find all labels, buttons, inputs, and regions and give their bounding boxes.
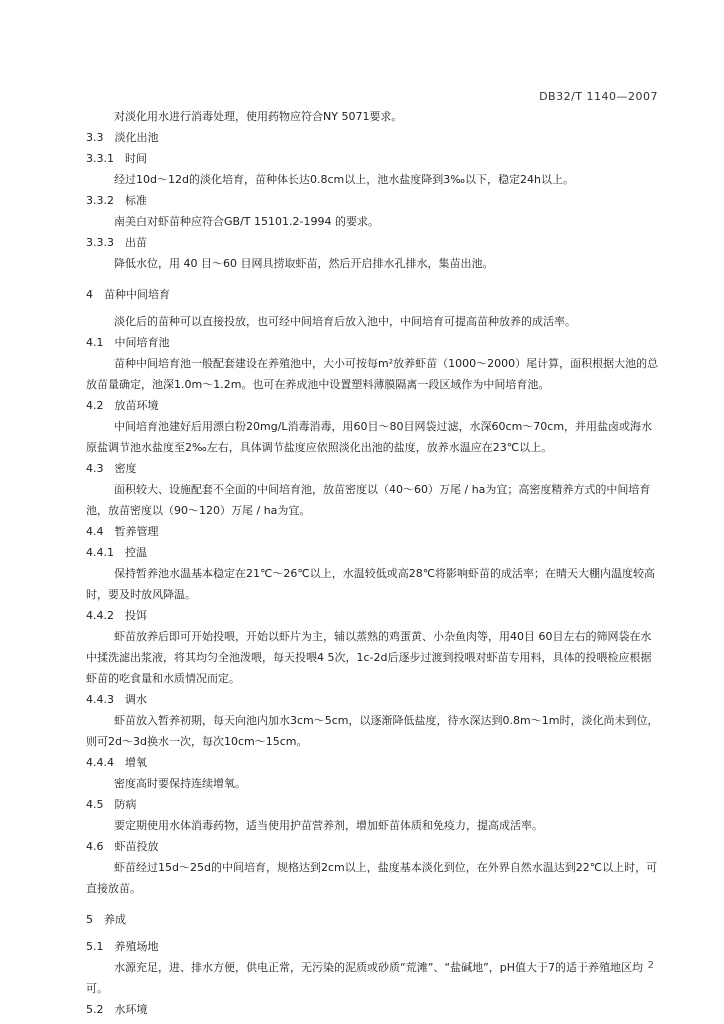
- subsection-heading: 4.4.1 控温: [86, 546, 147, 559]
- paragraph: 对淡化用水进行消毒处理，使用药物应符合NY 5071要求。: [114, 110, 403, 123]
- paragraph: 虾苗放养后即可开始投喂，开始以虾片为主，辅以蒸熟的鸡蛋黄、小杂鱼肉等，用40目 60目左右的筛网袋在水中揉洗滤出浆液，将其均匀全池泼喂，每天投喂4 5次，1c-2d后逐步过渡到投喂对虾苗专用料，具体的投喂检应根据虾苗的吃食量和水质情况而定。: [86, 630, 652, 685]
- section-heading: 5.1 养殖场地: [86, 940, 159, 953]
- document-body: [86, 106, 661, 1020]
- paragraph: 南美白对虾苗种应符合GB/T 15101.2-1994 的要求。: [114, 215, 379, 228]
- chapter-heading: 5 养成: [86, 913, 126, 926]
- paragraph: 苗种中间培育池一般配套建设在养殖池中，大小可按每m²放养虾苗（1000～2000）尾计算，面积根据大池的总放苗量确定，池深1.0m～1.2m。也可在养成池中设置塑料薄膜隔离一段区域作为中间培育池。: [86, 357, 659, 391]
- section-heading: 4.1 中间培育池: [86, 336, 170, 349]
- paragraph: 降低水位，用 40 目～60 目网具捞取虾苗，然后开启排水孔排水，集苗出池。: [114, 257, 494, 270]
- section-heading: 4.5 防病: [86, 798, 137, 811]
- paragraph: 密度高时要保持连续增氧。: [114, 777, 246, 790]
- paragraph: 保持暂养池水温基本稳定在21℃～26℃以上，水温较低或高28℃将影响虾苗的成活率；在晴天大棚内温度较高时，要及时放风降温。: [86, 567, 656, 601]
- subsection-heading: 4.4.2 投饵: [86, 609, 147, 622]
- section-heading: 4.4 暂养管理: [86, 525, 159, 538]
- paragraph: 虾苗放入暂养初期，每天向池内加水3cm～5cm，以逐渐降低盐度，待水深达到0.8m～1m时，淡化尚未到位，则可2d～3d换水一次，每次10cm～15cm。: [86, 714, 659, 748]
- page-number: 2: [647, 960, 654, 971]
- section-heading: 5.2 水环境: [86, 1003, 148, 1016]
- paragraph: 面积较大、设施配套不全面的中间培育池，放苗密度以（40～60）万尾 / ha为宜；高密度精养方式的中间培育池，放苗密度以（90～120）万尾 / ha为宜。: [86, 483, 651, 517]
- chapter-heading: 4 苗种中间培育: [86, 288, 170, 301]
- subsection-heading: 3.3.1 时间: [86, 152, 147, 165]
- section-heading: 3.3 淡化出池: [86, 131, 159, 144]
- paragraph: 经过10d～12d的淡化培育，苗种体长达0.8cm以上，池水盐度降到3‰以下，稳定24h以上。: [114, 173, 574, 186]
- section-heading: 4.3 密度: [86, 462, 137, 475]
- subsection-heading: 4.4.3 调水: [86, 693, 147, 706]
- standard-code: DB32/T 1140—2007: [539, 90, 658, 103]
- paragraph: 淡化后的苗种可以直接投放，也可经中间培育后放入池中，中间培育可提高苗种放养的成活率。: [114, 315, 576, 328]
- section-heading: 4.6 虾苗投放: [86, 840, 159, 853]
- section-heading: 4.2 放苗环境: [86, 399, 159, 412]
- paragraph: 要定期使用水体消毒药物，适当使用护苗营养剂，增加虾苗体质和免疫力，提高成活率。: [114, 819, 543, 832]
- paragraph: 水源充足，进、排水方便，供电正常，无污染的泥质或砂质“荒滩”、“盐碱地”，pH值大于7的适于养殖地区均可。: [86, 961, 644, 995]
- paragraph: 虾苗经过15d～25d的中间培育，规格达到2cm以上，盐度基本淡化到位，在外界自然水温达到22℃以上时，可直接放苗。: [86, 861, 658, 895]
- paragraph: 中间培育池建好后用漂白粉20mg/L消毒消毒，用60目～80目网袋过滤，水深60cm～70cm，并用盐卤或海水原盐调节池水盐度至2‰左右，具体调节盐度应依照淡化出池的盐度，放养水温应在23℃以上。: [86, 420, 653, 454]
- subsection-heading: 4.4.4 增氧: [86, 756, 147, 769]
- subsection-heading: 3.3.2 标准: [86, 194, 147, 207]
- subsection-heading: 3.3.3 出苗: [86, 236, 147, 249]
